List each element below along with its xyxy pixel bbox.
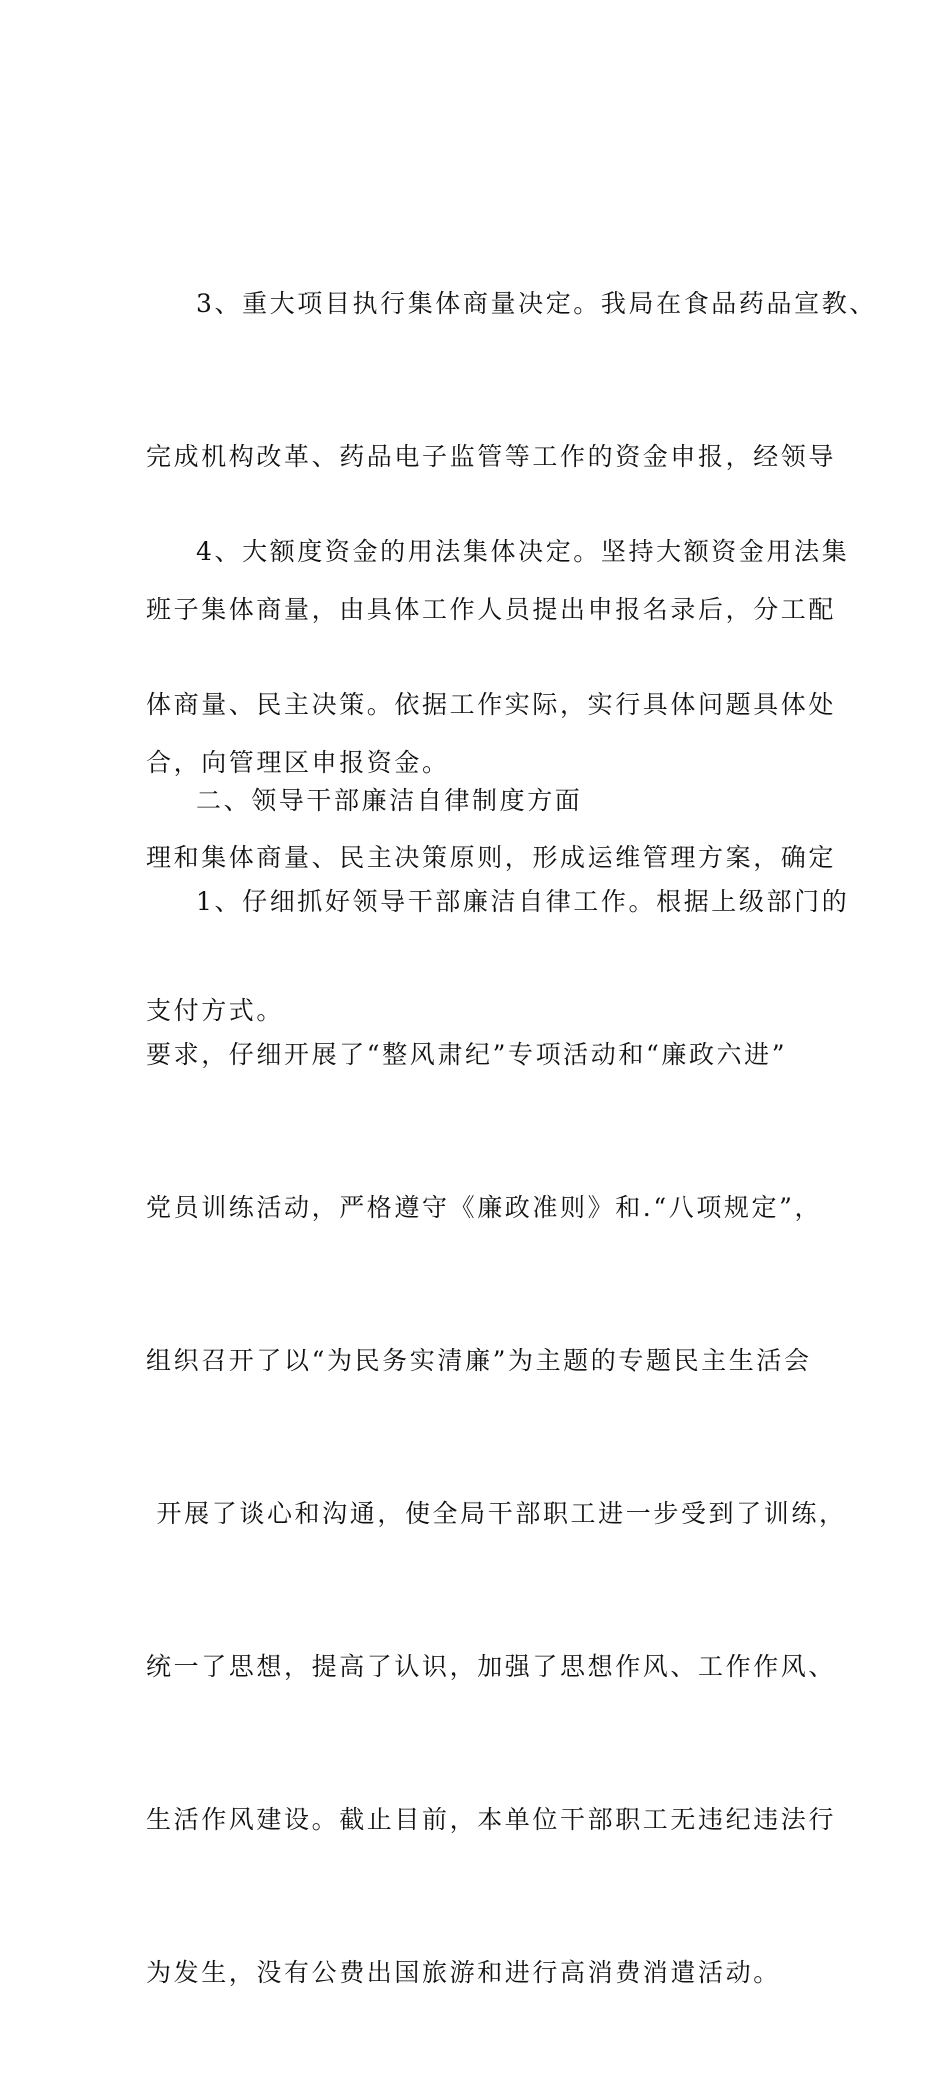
text-line: 支付方式。 bbox=[146, 996, 285, 1025]
text-line: 开展了谈心和沟通，使全局干部职工进一步受到了训练， bbox=[146, 1499, 847, 1528]
text-line: 合，向管理区申报资金。 bbox=[146, 748, 450, 777]
text-line: 完成机构改革、药品电子监管等工作的资金申报，经领导 bbox=[146, 442, 837, 471]
text-line: 党员训练活动，严格遵守《廉政准则》和.“八项规定”， bbox=[146, 1193, 823, 1222]
text-line: 为发生，没有公费出国旅游和进行高消费消遣活动。 bbox=[146, 1958, 781, 1987]
text-line: 生活作风建设。截止目前，本单位干部职工无违纪违法行 bbox=[146, 1805, 837, 1834]
text-line: 组织召开了以“为民务实清廉”为主题的专题民主生活会 bbox=[146, 1346, 812, 1375]
text-line: 要求，仔细开展了“整风肃纪”专项活动和“廉政六进” bbox=[146, 1040, 788, 1069]
text-line: 理和集体商量、民主决策原则，形成运维管理方案，确定 bbox=[146, 843, 837, 872]
paragraph-item-1 bbox=[146, 774, 850, 2100]
text-line: 统一了思想，提高了认识，加强了思想作风、工作作风、 bbox=[146, 1652, 837, 1681]
text-line: 4、大额度资金的用法集体决定。坚持大额资金用法集 bbox=[196, 537, 850, 566]
text-line: 二、领导干部廉洁自律制度方面 bbox=[196, 786, 583, 815]
text-line: 体商量、民主决策。依据工作实际，实行具体问题具体处 bbox=[146, 690, 837, 719]
text-line: 3、重大项目执行集体商量决定。我局在食品药品宣教、 bbox=[196, 289, 877, 318]
text-line: 班子集体商量，由具体工作人员提出申报名录后，分工配 bbox=[146, 595, 837, 624]
text-line: 1、仔细抓好领导干部廉洁自律工作。根据上级部门的 bbox=[196, 887, 850, 916]
